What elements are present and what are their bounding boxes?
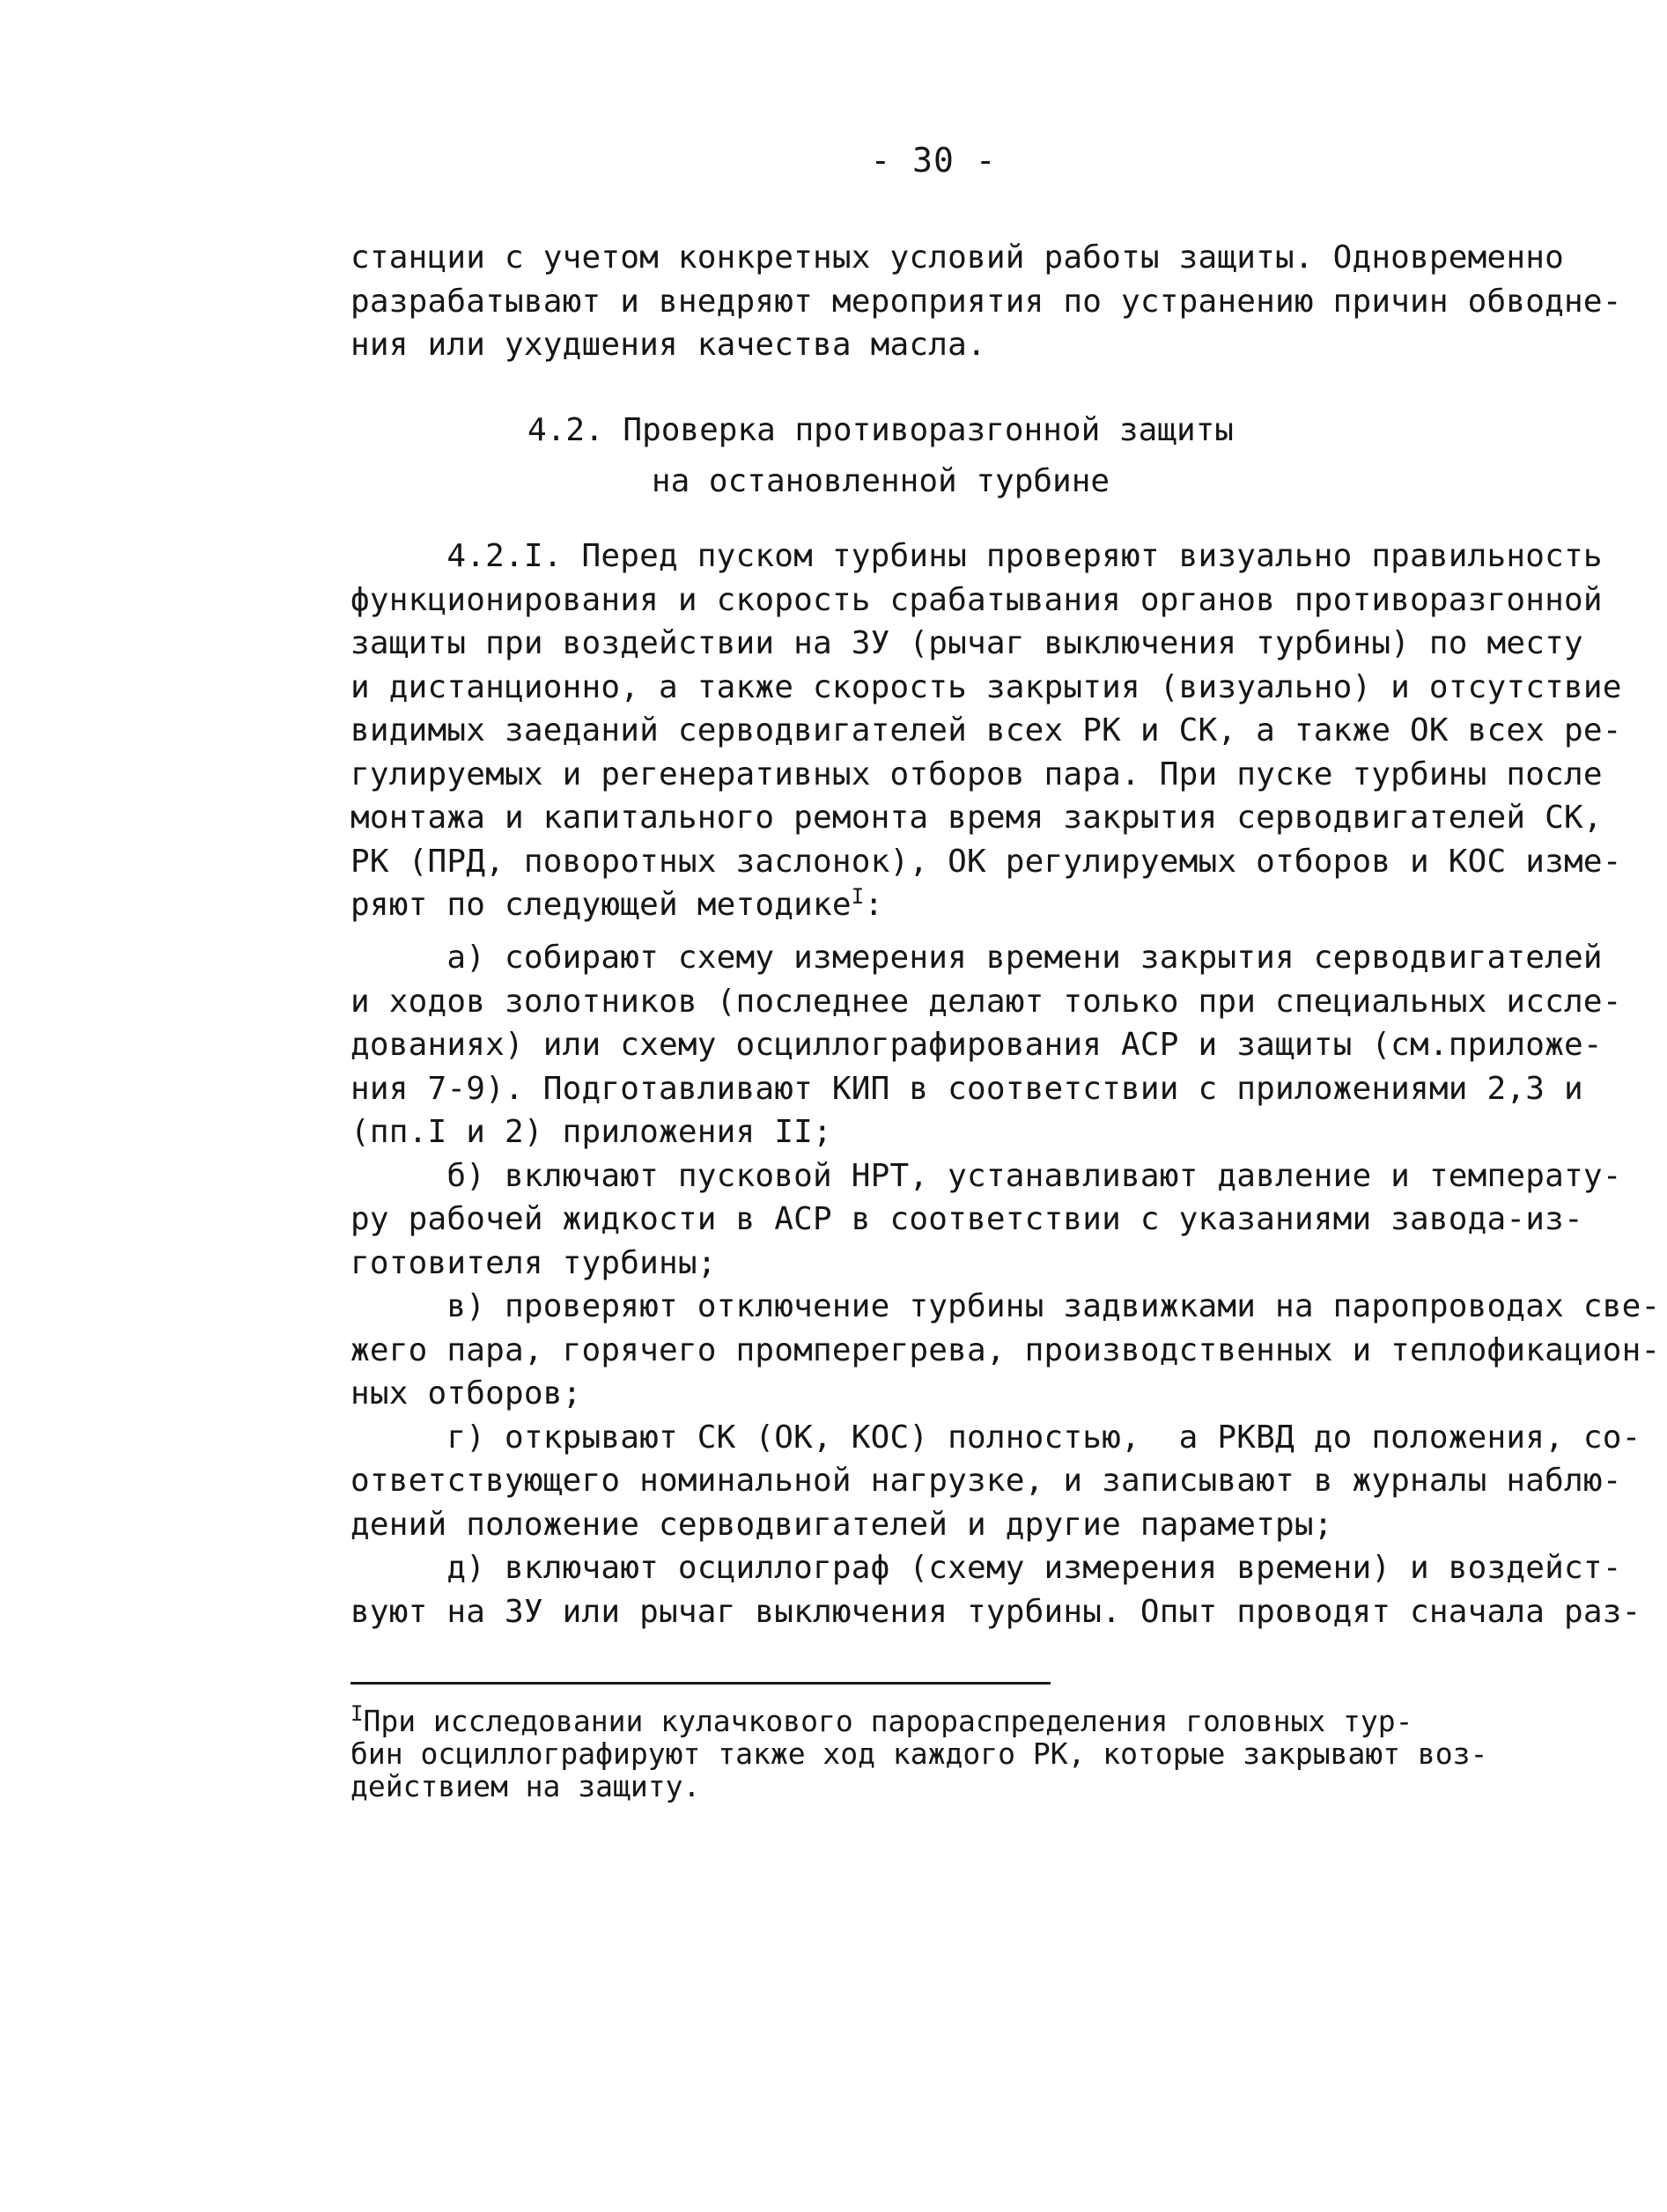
- clause-4-2-1: [350, 535, 1622, 927]
- clause-colon: :: [864, 887, 884, 923]
- procedure-steps: а) собирают схему измерения времени закрытия серводвигателей и ходов золотников (последнее делают только при специальных иссле- дованиях) или схему осциллографирования АСР и защиты (см.приложе- ния 7-9). Подготавливают КИП в соответствии с приложениями 2,3 и (пп.I и 2) приложения II; б) включают пусковой НРТ, устанавливают давление и температу- ру рабочей жидкости в АСР в соответствии с указаниями завода-из- готовителя турбины; в) проверяют отключение турбины задвижками на паропроводах све- жего пара, горячего промперегрева, производственных и теплофикацион- ных отборов; г) открывают СК (ОК, КОС) полностью, а РКВД до положения, со- ответствующего номинальной нагрузке, и записывают в журналы наблю- дений положение серводвигателей и другие параметры; д) включают осциллограф (схему измерения времени) и воздейст- вуют на ЗУ или рычаг выключения турбины. Опыт проводят сначала раз-: [350, 940, 1661, 1630]
- clause-text: 4.2.I. Перед пуском турбины проверяют визуально правильность функционирования и скорость срабатывания органов противоразгонной защиты при воздействии на ЗУ (рычаг выключения турбины) по месту и дистанционно, а также скорость закрытия (визуально) и отсутствие видимых заеданий серводвигателей всех РК и СК, а также ОК всех ре- гулируемых и регенеративных отборов пара. При пуске турбины после монтажа и капитального ремонта время закрытия серводвигателей СК, РК (ПРД, поворотных заслонок), ОК регулируемых отборов и КОС изме- ряют по следующей методике: [350, 538, 1622, 923]
- page-number: - 30 -: [870, 141, 997, 180]
- footnote-divider: [350, 1682, 1051, 1685]
- footnote-mark: I: [350, 1701, 364, 1726]
- footnote-text: При исследовании кулачкового парораспределения головных тур- бин осциллографируют также ход каждого РК, которые закрывают воз- действием на защиту.: [350, 1704, 1488, 1803]
- intro-paragraph: станции с учетом конкретных условий работы защиты. Одновременно разрабатывают и внедряют мероприятия по устранению причин обводне- ния или ухудшения качества масла.: [350, 240, 1622, 363]
- footnote: [350, 1701, 1539, 1803]
- section-heading: 4.2. Проверка противоразгонной защиты на остановленной турбине: [527, 412, 1234, 499]
- footnote-reference[interactable]: I: [851, 884, 865, 909]
